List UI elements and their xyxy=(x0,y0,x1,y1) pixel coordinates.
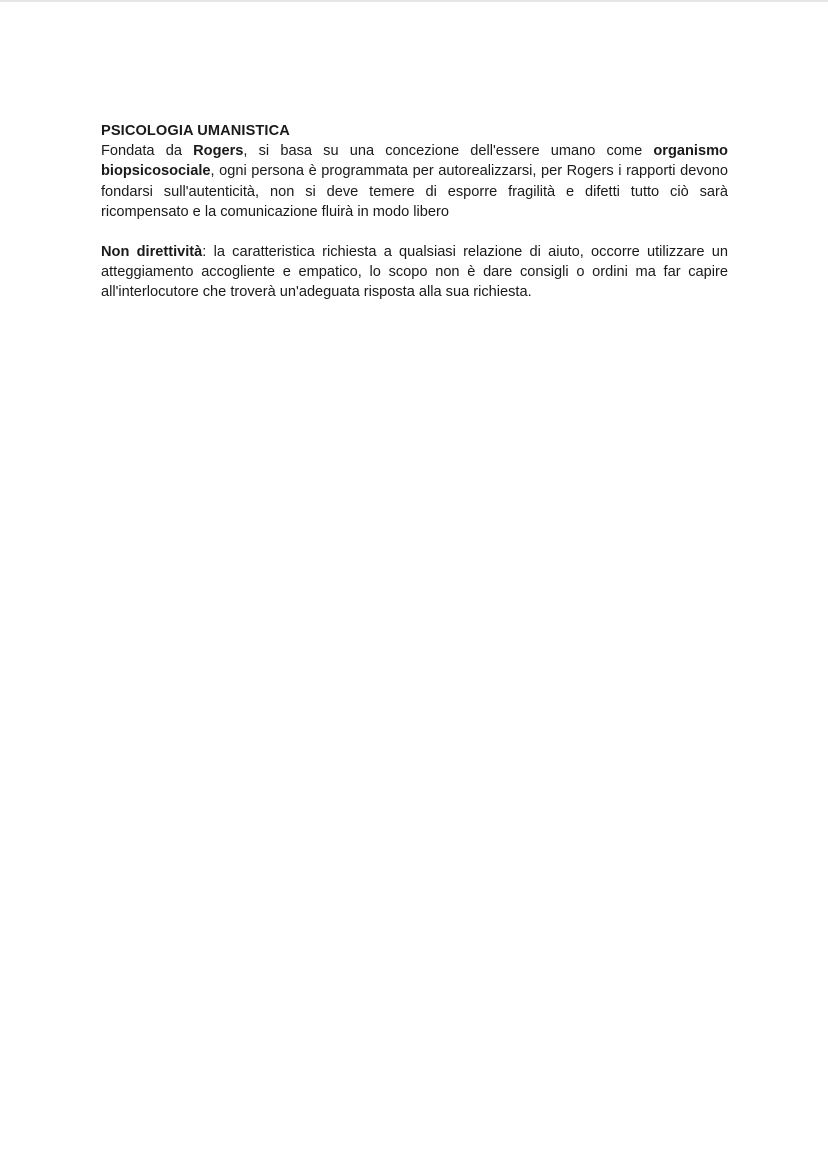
bold-term-rogers: Rogers xyxy=(193,143,244,160)
paragraph-rogers xyxy=(101,141,728,222)
section-heading: PSICOLOGIA UMANISTICA xyxy=(101,123,290,139)
bold-term-non-direttivita: Non direttività xyxy=(101,244,203,261)
paragraph-spacer xyxy=(101,222,728,242)
bold-term-organismo: organismo biopsicosociale xyxy=(101,143,728,180)
document-body xyxy=(101,121,728,303)
paragraph-text: : la caratteristica richiesta a qualsiasi relazione di aiuto, occorre utilizzare un atteggiamento accogliente e empatico, lo scopo non è dare consigli o ordini ma far capire all'interlocutore che troverà un'adeguata risposta alla sua richiesta. xyxy=(101,244,729,301)
paragraph-non-direttivita xyxy=(101,242,728,303)
page-top-edge xyxy=(0,0,828,2)
paragraph-text: , ogni persona è programmata per autorealizzarsi, per Rogers i rapporti devono fondarsi sull'autenticità, non si deve temere di esporre fragilità e difetti tutto ciò sarà ricompensato e la comunicazione fluirà in modo libero xyxy=(101,163,728,220)
paragraph-text: , si basa su una concezione dell'essere umano come xyxy=(243,143,654,160)
paragraph-text: Fondata da xyxy=(101,143,194,160)
